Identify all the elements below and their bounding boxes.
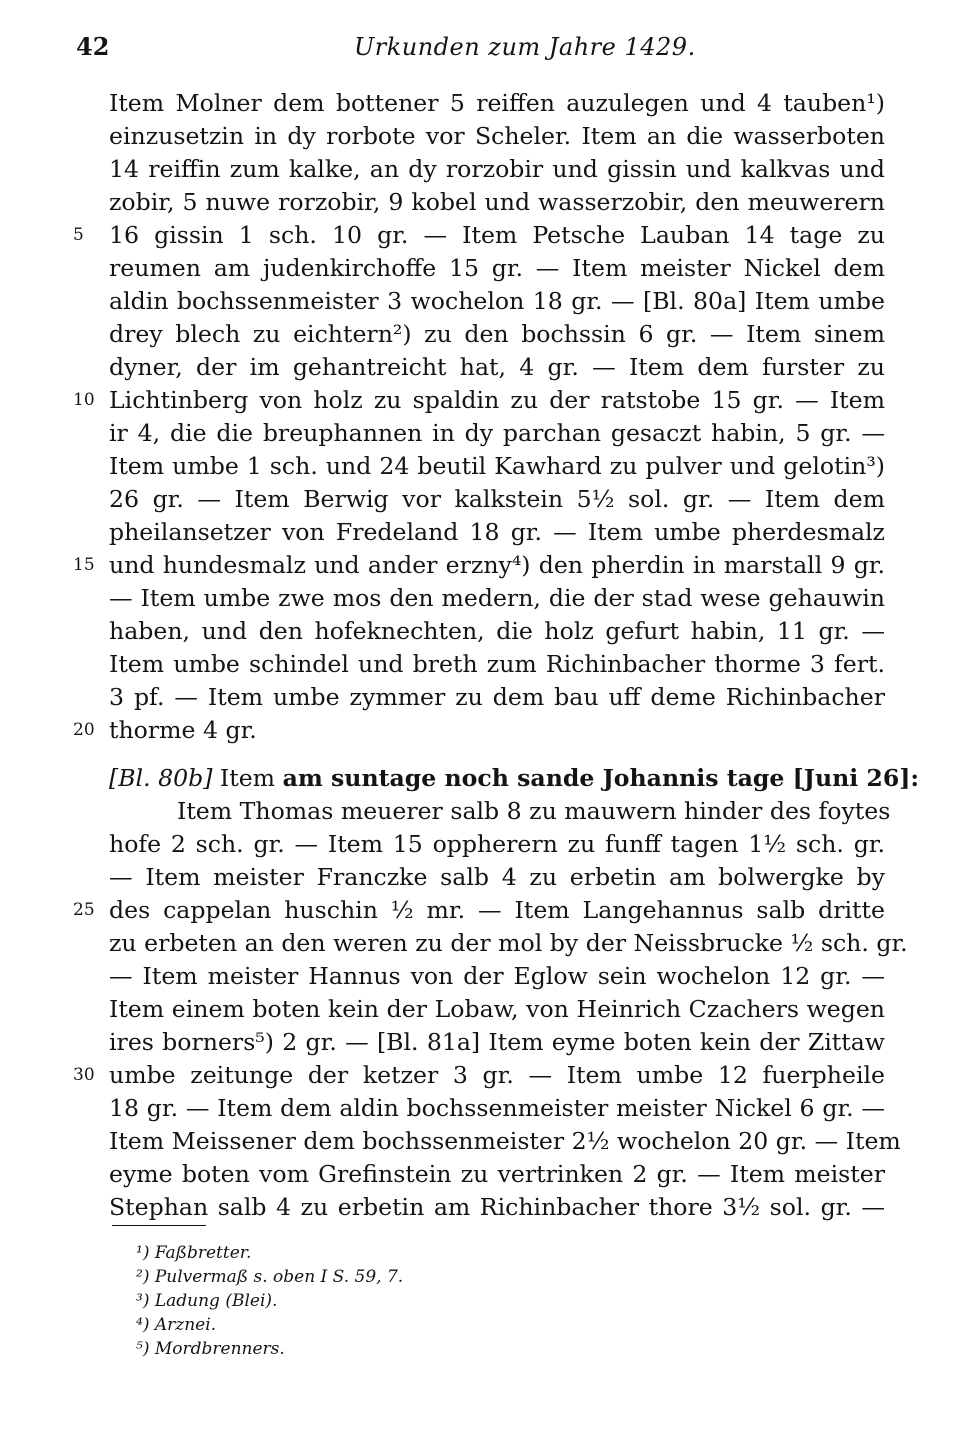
footnote: ¹) Faßbretter. xyxy=(136,1243,252,1263)
line-number: 15 xyxy=(73,555,95,575)
text-line: drey blech zu eichtern²) zu den bochssin 6 gr. — Item sinem xyxy=(109,320,885,348)
line-number: 5 xyxy=(73,225,84,245)
text-line: eyme boten vom Grefinstein zu vertrinken 2 gr. — Item meister xyxy=(109,1160,885,1188)
text-line: 26 gr. — Item Berwig vor kalkstein 5½ sol. gr. — Item dem xyxy=(109,485,885,513)
text-line: 16 gissin 1 sch. 10 gr. — Item Petsche Lauban 14 tage zu xyxy=(109,221,885,249)
text-line: hofe 2 sch. gr. — Item 15 oppherern zu funff tagen 1½ sch. gr. xyxy=(109,830,885,858)
footnote: ⁵) Mordbrenners. xyxy=(136,1339,285,1359)
item-word: Item xyxy=(219,764,276,792)
text-line: Item Molner dem bottener 5 reiffen auzulegen und 4 tauben¹) xyxy=(109,89,885,117)
line-number: 25 xyxy=(73,900,95,920)
text-line: Lichtinberg von holz zu spaldin zu der ratstobe 15 gr. — Item xyxy=(109,386,885,414)
text-line: Item Meissener dem bochssenmeister 2½ wochelon 20 gr. — Item xyxy=(109,1127,901,1155)
text-line: — Item meister Franczke salb 4 zu erbetin am bolwergke by xyxy=(109,863,885,891)
text-line: ires borners⁵) 2 gr. — [Bl. 81a] Item eyme boten kein der Zittaw xyxy=(109,1028,885,1056)
text-line: reumen am judenkirchoffe 15 gr. — Item meister Nickel dem xyxy=(109,254,885,282)
text-line: ir 4, die die breuphannen in dy parchan gesaczt habin, 5 gr. — xyxy=(109,419,885,447)
text-line: Item einem boten kein der Lobaw, von Heinrich Czachers wegen xyxy=(109,995,885,1023)
line-number: 20 xyxy=(73,720,95,740)
text-line: haben, und den hofeknechten, die holz gefurt habin, 11 gr. — xyxy=(109,617,885,645)
text-line: dyner, der im gehantreicht hat, 4 gr. — Item dem furster zu xyxy=(109,353,885,381)
text-line: Stephan salb 4 zu erbetin am Richinbacher thore 3½ sol. gr. — xyxy=(109,1193,885,1221)
text-line: einzusetzin in dy rorbote vor Scheler. Item an die wasserboten xyxy=(109,122,885,150)
text-line: aldin bochssenmeister 3 wochelon 18 gr. — [Bl. 80a] Item umbe xyxy=(109,287,885,315)
folio-reference: [Bl. 80b] xyxy=(109,764,213,792)
section-heading-line xyxy=(109,762,920,795)
footnote: ²) Pulvermaß s. oben I S. 59, 7. xyxy=(136,1267,404,1287)
text-line: pheilansetzer von Fredeland 18 gr. — Item umbe pherdesmalz xyxy=(109,518,885,546)
text-line: des cappelan huschin ½ mr. — Item Langehannus salb dritte xyxy=(109,896,885,924)
text-line: und hundesmalz und ander erzny⁴) den pherdin in marstall 9 gr. xyxy=(109,551,885,579)
running-head: Urkunden zum Jahre 1429. xyxy=(354,33,696,61)
page-header xyxy=(0,30,960,70)
line-number: 30 xyxy=(73,1065,95,1085)
text-line: zobir, 5 nuwe rorzobir, 9 kobel und wasserzobir, den meuwerern xyxy=(109,188,885,216)
text-line: thorme 4 gr. xyxy=(109,716,257,744)
footnote-divider xyxy=(112,1225,206,1226)
text-line: zu erbeten an den weren zu der mol by der Neissbrucke ½ sch. gr. xyxy=(109,929,908,957)
line-number: 10 xyxy=(73,390,95,410)
text-line: 18 gr. — Item dem aldin bochssenmeister meister Nickel 6 gr. — xyxy=(109,1094,885,1122)
footnote: ³) Ladung (Blei). xyxy=(136,1291,278,1311)
text-line: Item Thomas meuerer salb 8 zu mauwern hinder des foytes xyxy=(177,797,891,825)
text-line: umbe zeitunge der ketzer 3 gr. — Item umbe 12 fuerpheile xyxy=(109,1061,885,1089)
text-line: Item umbe 1 sch. und 24 beutil Kawhard zu pulver und gelotin³) xyxy=(109,452,885,480)
section-heading: am suntage noch sande Johannis tage [Juni 26]: xyxy=(282,764,920,792)
text-line: 14 reiffin zum kalke, an dy rorzobir und gissin und kalkvas und xyxy=(109,155,885,183)
text-line: Item umbe schindel und breth zum Richinbacher thorme 3 fert. xyxy=(109,650,885,678)
footnote: ⁴) Arznei. xyxy=(136,1315,217,1335)
text-line: 3 pf. — Item umbe zymmer zu dem bau uff deme Richinbacher xyxy=(109,683,885,711)
page-number: 42 xyxy=(76,32,110,61)
text-line: — Item meister Hannus von der Eglow sein wochelon 12 gr. — xyxy=(109,962,885,990)
text-line: — Item umbe zwe mos den medern, die der stad wese gehauwin xyxy=(109,584,885,612)
